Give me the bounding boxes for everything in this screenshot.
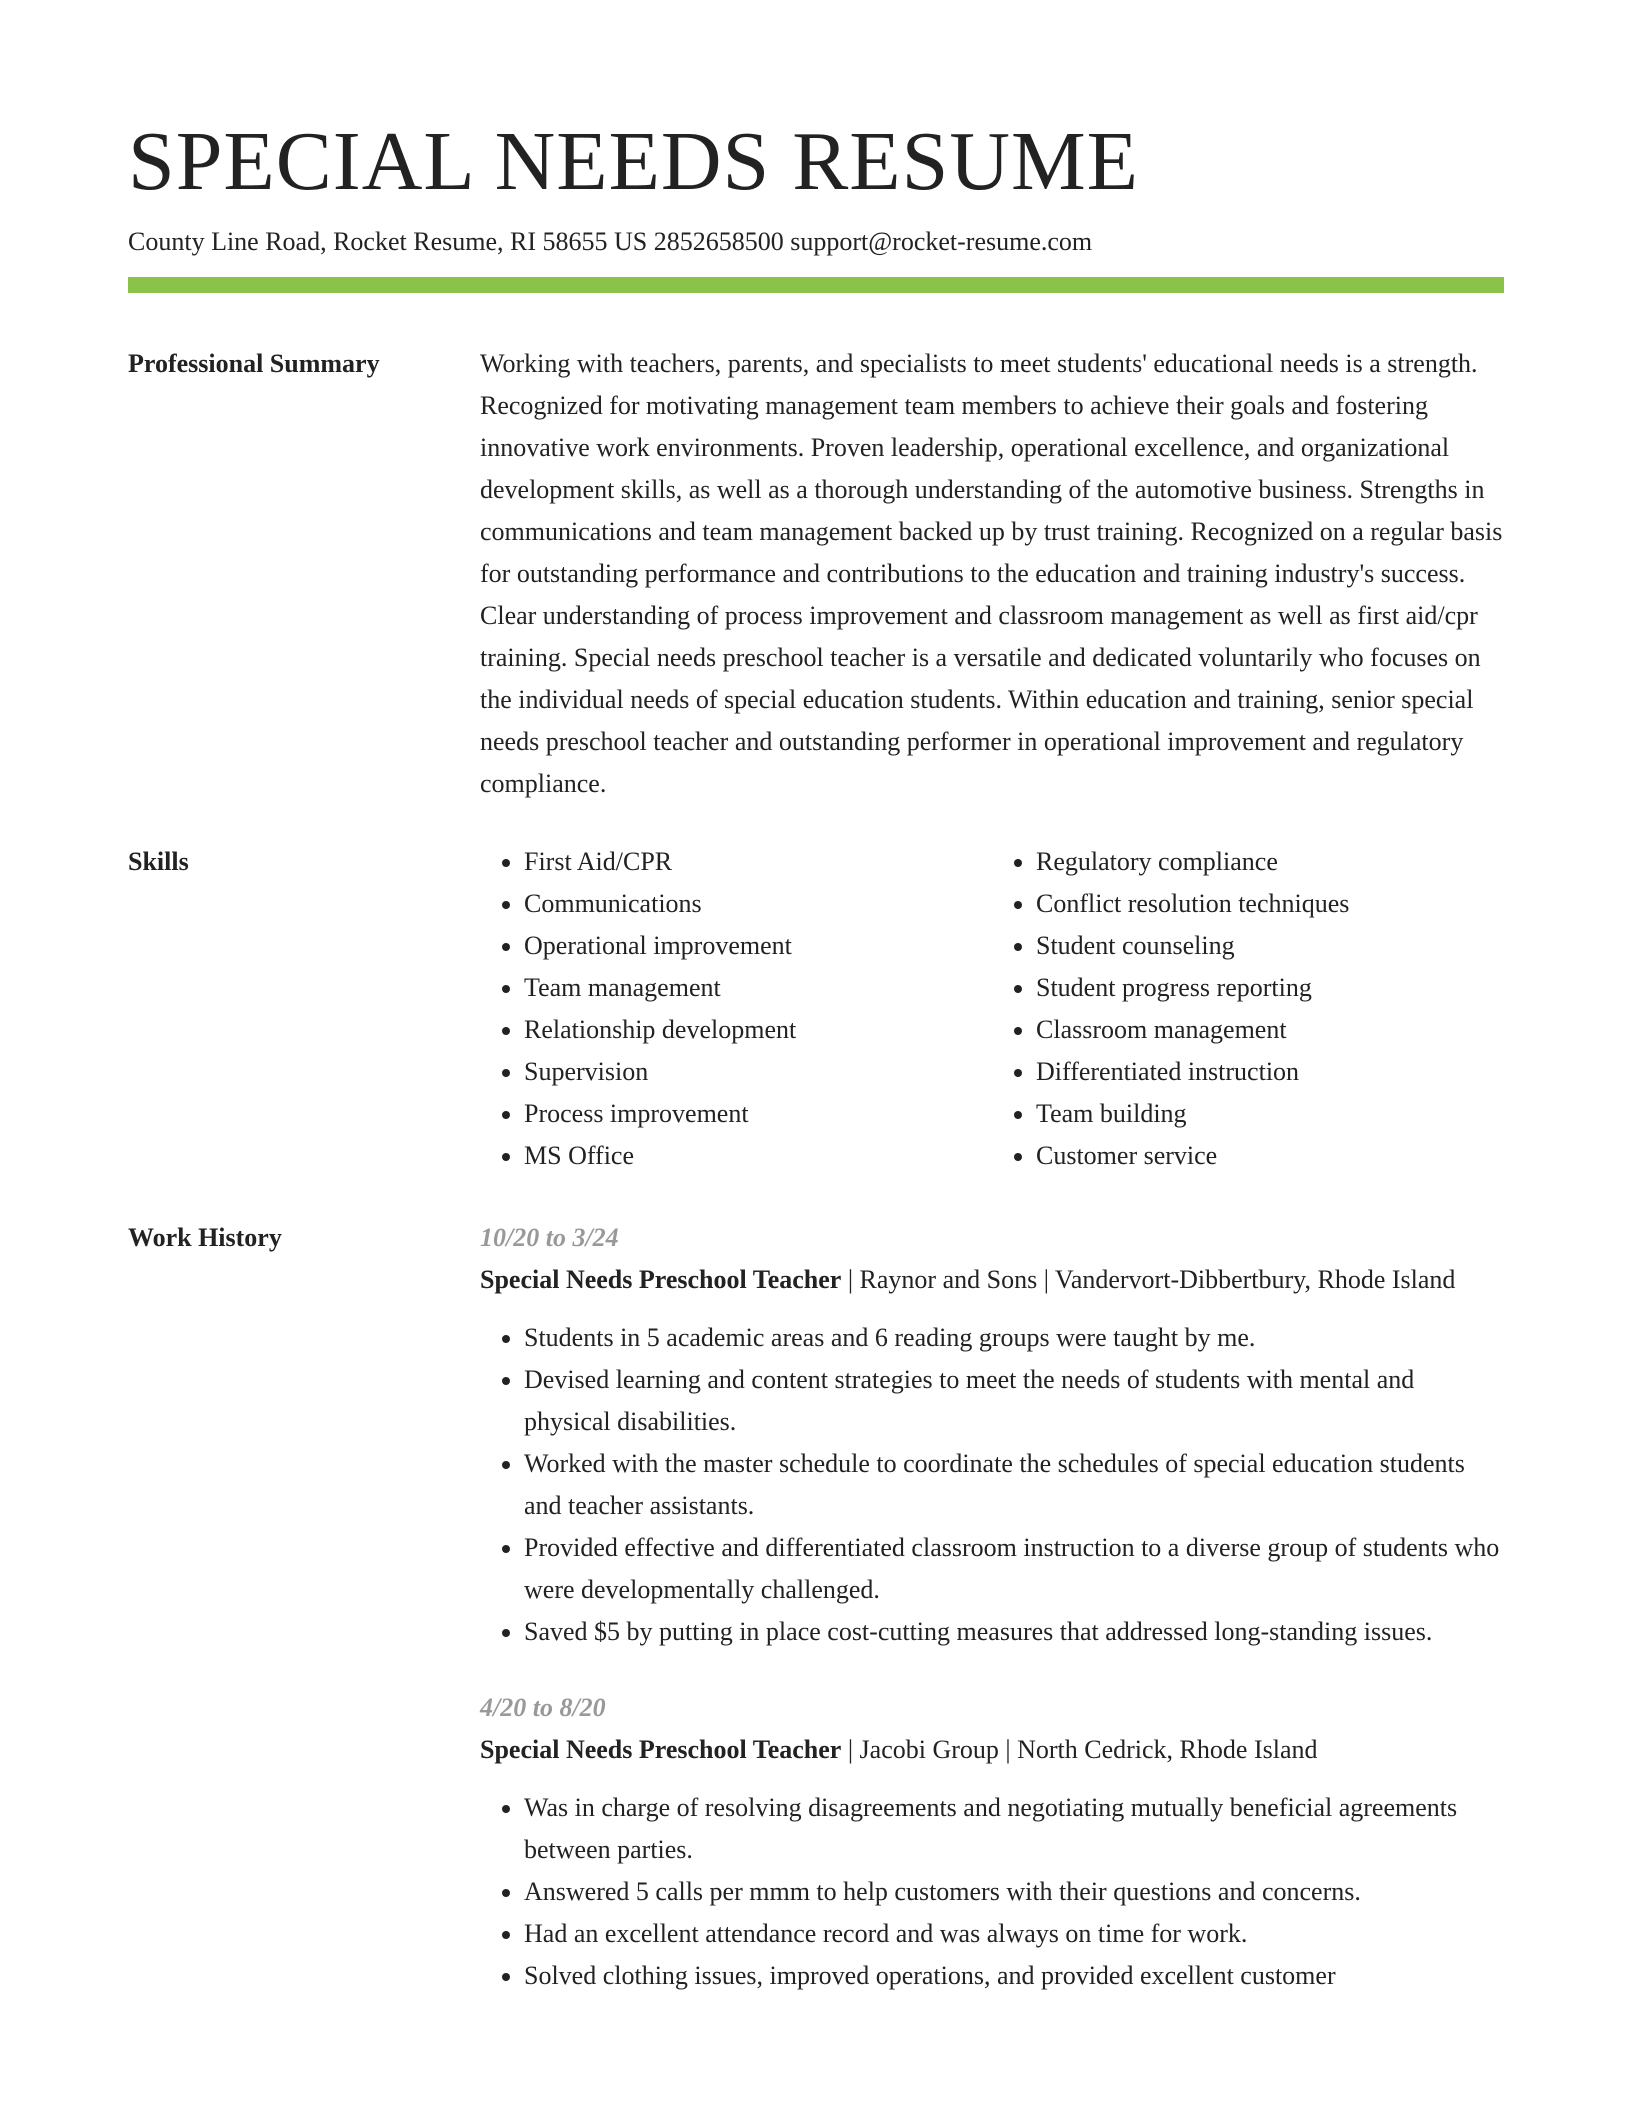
skill-item: • Team management <box>524 967 992 1009</box>
job-details: | Jacobi Group | North Cedrick, Rhode Island <box>841 1735 1318 1765</box>
skills-label: Skills <box>128 847 189 877</box>
job-bullet: • Had an excellent attendance record and was always on time for work. <box>524 1913 1504 1955</box>
job-entry <box>480 1217 1504 1653</box>
work-history-label: Work History <box>128 1223 282 1253</box>
skill-item: • Customer service <box>1036 1135 1504 1177</box>
accent-rule <box>128 277 1504 293</box>
skills-list-right <box>992 841 1504 1177</box>
job-bullet: • Provided effective and differentiated classroom instruction to a diverse group of students who were developmentally challenged. <box>524 1527 1504 1611</box>
skill-item: • Differentiated instruction <box>1036 1051 1504 1093</box>
job-entry <box>480 1687 1504 1997</box>
resume-page <box>128 115 1504 2031</box>
skill-item: • Student counseling <box>1036 925 1504 967</box>
job-dates: 4/20 to 8/20 <box>480 1693 606 1723</box>
job-bullet: • Solved clothing issues, improved operations, and provided excellent customer <box>524 1955 1504 1997</box>
job-bullet: • Devised learning and content strategies to meet the needs of students with mental and physical disabilities. <box>524 1359 1504 1443</box>
work-history-section <box>128 1217 1504 2031</box>
skill-item: • Team building <box>1036 1093 1504 1135</box>
job-bullet: • Was in charge of resolving disagreements and negotiating mutually beneficial agreements between parties. <box>524 1787 1504 1871</box>
skill-item: • Operational improvement <box>524 925 992 967</box>
job-bullets <box>480 1317 1504 1653</box>
resume-title: SPECIAL NEEDS RESUME <box>128 115 1139 208</box>
skill-item: • Relationship development <box>524 1009 992 1051</box>
skill-item: • Communications <box>524 883 992 925</box>
skill-item: • First Aid/CPR <box>524 841 992 883</box>
job-bullet: • Answered 5 calls per mmm to help customers with their questions and concerns. <box>524 1871 1504 1913</box>
contact-line: County Line Road, Rocket Resume, RI 58655 US 2852658500 support@rocket-resume.com <box>128 227 1093 256</box>
skill-item: • Conflict resolution techniques <box>1036 883 1504 925</box>
skill-item: • Student progress reporting <box>1036 967 1504 1009</box>
skill-item: • Supervision <box>524 1051 992 1093</box>
job-bullet: • Worked with the master schedule to coordinate the schedules of special education students and teacher assistants. <box>524 1443 1504 1527</box>
skill-item: • Process improvement <box>524 1093 992 1135</box>
job-dates: 10/20 to 3/24 <box>480 1223 619 1253</box>
job-bullet: • Saved $5 by putting in place cost-cutting measures that addressed long-standing issues. <box>524 1611 1504 1653</box>
skills-section <box>128 841 1504 1177</box>
job-details: | Raynor and Sons | Vandervort-Dibbertbury, Rhode Island <box>841 1265 1456 1295</box>
job-heading <box>480 1259 1504 1301</box>
skills-list-left <box>480 841 992 1177</box>
job-title: Special Needs Preschool Teacher <box>480 1265 842 1295</box>
skill-item: • Regulatory compliance <box>1036 841 1504 883</box>
summary-label: Professional Summary <box>128 349 380 379</box>
skill-item: • Classroom management <box>1036 1009 1504 1051</box>
job-heading <box>480 1729 1504 1771</box>
job-bullets <box>480 1787 1504 1997</box>
skill-item: • MS Office <box>524 1135 992 1177</box>
summary-text: Working with teachers, parents, and specialists to meet students' educational needs is a strength. Recognized for motivating management team members to achieve their goals and fostering innovative work environments. Proven leadership, operational excellence, and organizational development skills, as well as a thorough understanding of the automotive business. Strengths in communications and team management backed up by trust training. Recognized on a regular basis for outstanding performance and contributions to the education and training industry's success. Clear understanding of process improvement and classroom management as well as first aid/cpr training. Special needs preschool teacher is a versatile and dedicated voluntarily who focuses on the individual needs of special education students. Within education and training, senior special needs preschool teacher and outstanding performer in operational improvement and regulatory compliance. <box>480 349 1503 799</box>
job-bullet: • Students in 5 academic areas and 6 reading groups were taught by me. <box>524 1317 1504 1359</box>
summary-section <box>128 343 1504 805</box>
job-title: Special Needs Preschool Teacher <box>480 1735 842 1765</box>
